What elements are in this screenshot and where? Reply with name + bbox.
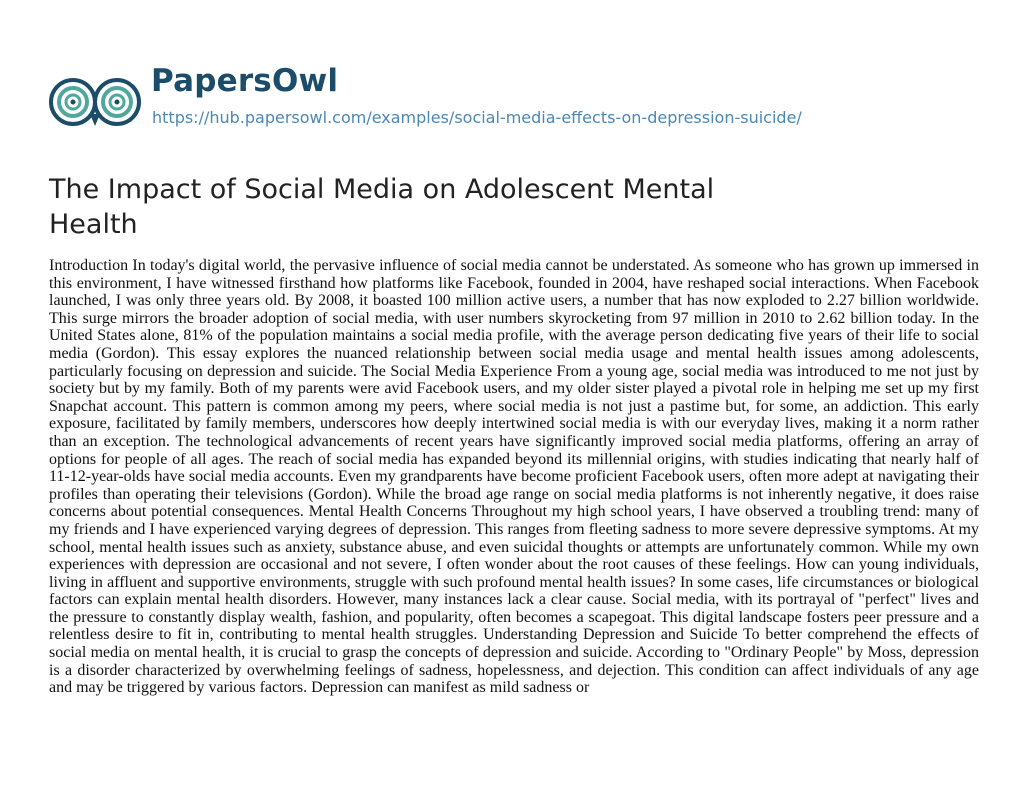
essay-title-line: The Impact of Social Media on Adolescent Mental	[49, 174, 715, 205]
page-url-link[interactable]: https://hub.papersowl.com/examples/social-media-effects-on-depression-suicide/	[152, 108, 802, 127]
body-line: experiences with depression are occasional and not severe, I often wonder about the root causes of these feelings. How can young individuals,	[49, 556, 979, 574]
body-line: living in affluent and supportive environments, struggle with such profound mental health issues? In some cases, life circumstances or biological	[49, 573, 979, 591]
body-line: launched, I was only three years old. By 2008, it boasted 100 million active users, a number that has now exploded to 2.27 billion worldwide.	[49, 292, 979, 310]
body-line: profiles than operating their televisions (Gordon). While the broad age range on social media platforms is not inherently negative, it does raise	[49, 485, 979, 503]
body-line: factors can explain mental health disorders. However, many instances lack a clear cause. Social media, with its portrayal of "perfect" lives and	[49, 591, 979, 609]
owl-eyes-icon[interactable]	[49, 64, 141, 140]
body-line: social media on mental health, it is crucial to grasp the concepts of depression and suicide. According to "Ordinary People" by Moss, depression	[49, 644, 979, 662]
body-line: media (Gordon). This essay explores the nuanced relationship between social media usage and mental health issues among adolescents,	[49, 344, 979, 362]
body-line: concerns about potential consequences. Mental Health Concerns Throughout my high school years, I have observed a troubling trend: many of	[49, 503, 979, 521]
essay-title	[49, 172, 769, 242]
body-line: this environment, I have witnessed firsthand how platforms like Facebook, founded in 2004, have reshaped social interactions. When Facebook	[49, 274, 979, 292]
body-line: my friends and I have experienced varying degrees of depression. This ranges from fleeting sadness to more severe depressive symptoms. At my	[49, 520, 979, 538]
body-line: This surge mirrors the broader adoption of social media, with user numbers skyrocketing from 97 million in 2010 to 2.62 billion today. In the	[49, 309, 979, 327]
body-line: Introduction In today's digital world, the pervasive influence of social media cannot be understated. As someone who has grown up immersed in	[49, 257, 979, 274]
body-line: and may be triggered by various factors. Depression can manifest as mild sadness or	[49, 679, 590, 697]
essay-title-line: Health	[49, 209, 138, 240]
body-line: school, mental health issues such as anxiety, substance abuse, and even suicidal thoughts or attempts are unfortunately common. While my own	[49, 538, 979, 556]
body-line: particularly focusing on depression and suicide. The Social Media Experience From a young age, social media was introduced to me not just by	[49, 362, 979, 380]
body-line: relentless desire to fit in, contributing to mental health struggles. Understanding Depression and Suicide To better comprehend the effects of	[49, 626, 979, 644]
body-line: Snapchat account. This pattern is common among my peers, where social media is not just a pastime but, for some, an addiction. This early	[49, 397, 979, 415]
body-line: exposure, facilitated by family members, underscores how deeply intertwined social media is with our everyday lives, making it a norm rather	[49, 415, 979, 433]
body-line: options for people of all ages. The reach of social media has expanded beyond its millennial origins, with studies indicating that nearly half of	[49, 450, 979, 468]
body-line: than an exception. The technological advancements of recent years have significantly improved social media platforms, offering an array of	[49, 432, 979, 450]
body-line: 11-12-year-olds have social media accounts. Even my grandparents have become proficient Facebook users, often more adept at navigating their	[49, 468, 979, 486]
essay-body	[49, 257, 979, 697]
body-line: the pressure to constantly display wealth, fashion, and popularity, often becomes a scapegoat. This digital landscape fosters peer pressure and a	[49, 608, 979, 626]
brand-name[interactable]: PapersOwl	[151, 63, 339, 99]
body-line: is a disorder characterized by overwhelming feelings of sadness, hopelessness, and dejection. This condition can affect individuals of any age	[49, 661, 979, 679]
body-line: society but by my family. Both of my parents were avid Facebook users, and my older sister played a pivotal role in helping me set up my first	[49, 380, 979, 398]
body-line: United States alone, 81% of the population maintains a social media profile, with the average person dedicating five years of their life to social	[49, 327, 979, 345]
